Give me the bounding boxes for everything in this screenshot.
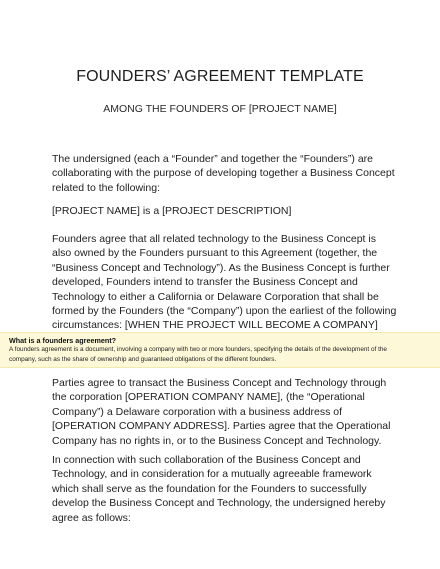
paragraph-project: [PROJECT NAME] is a [PROJECT DESCRIPTION]: [52, 205, 292, 217]
info-callout: [0, 332, 440, 368]
paragraph-technology: Founders agree that all related technology to the Business Concept is also owned by the Founders pursuant to this Agreement (together, the “Business Concept and Technology”). As the Business Concept is further developed, Founders intend to transfer the Business Concept and Technology to either a California or Delaware Corporation that shall be formed by the Founders (the “Company”) upon the earliest of the following circumstances: [WHEN THE PROJECT WILL BECOME A COMPANY]: [52, 233, 397, 332]
callout-title: What is a founders agreement?: [9, 336, 117, 345]
document-title: FOUNDERS’ AGREEMENT TEMPLATE: [76, 68, 364, 85]
document-subtitle: AMONG THE FOUNDERS OF [PROJECT NAME]: [103, 103, 337, 115]
paragraph-operational-company: Parties agree to transact the Business Concept and Technology through the corporation [OPERATION COMPANY NAME], (the “Operational Company”) a Delaware corporation with a business address of [OPERATION COMPANY ADDRESS]. Parties agree that the Operational Company has no rights in, or to the Business Concept and Technology.: [52, 377, 391, 447]
paragraph-intro: The undersigned (each a “Founder” and together the “Founders”) are collaborating with the purpose of developing together a Business Concept related to the following:: [52, 153, 395, 194]
paragraph-collaboration: In connection with such collaboration of the Business Concept and Technology, and in consideration for a mutually agreeable framework which shall serve as the foundation for the Founders to successfully develop the Business Concept and Technology, the undersigned hereby agree as follows:: [52, 454, 386, 524]
callout-text: A founders agreement is a document, involving a company with two or more founders, specifying the details of the development of the company, such as the share of ownership and guaranteed obligations of the different founders.: [9, 346, 387, 363]
